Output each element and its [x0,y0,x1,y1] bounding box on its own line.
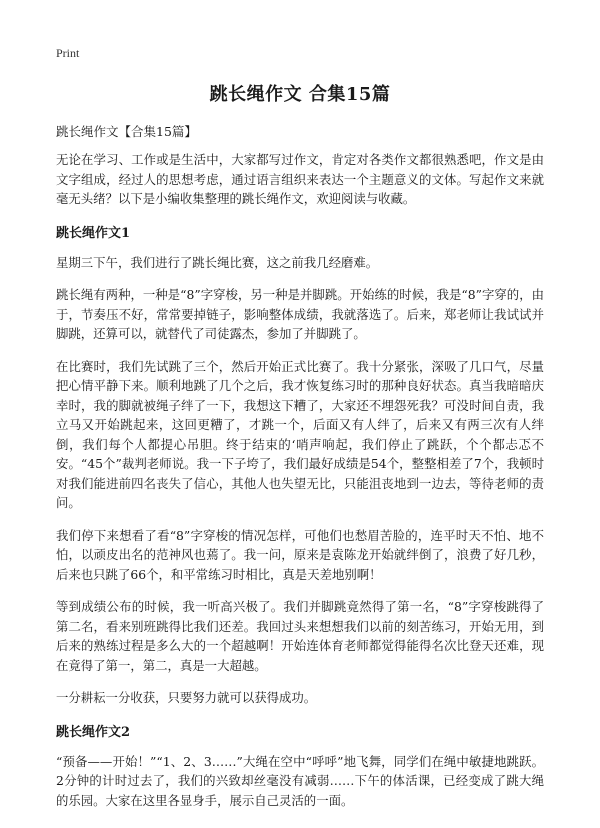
section1-paragraph-5: 等到成绩公布的时候，我一听高兴极了。我们并脚跳竟然得了第一名，“8”字穿梭跳得了第二名，看来别班跳得比我们还差。我回过头来想想我们以前的刻苦练习，开始无用，到后来的熟练过程是多么大的一个超越啊！开始连体育老师都觉得能得名次比登天还难，现在竟得了第一，第二，真是一大超越。 [56,599,544,673]
section1-paragraph-4: 我们停下来想看了看“8”字穿梭的情况怎样，可他们也愁眉苦脸的，连平时天不怕、地不怕，以顽皮出名的范神风也蔫了。我一问，原来是袁陈龙开始就绊倒了，浪费了好几秒，后来也只跳了66个，和平常练习时相比，真是天差地别啊！ [56,527,544,582]
section-heading-1: 跳长绳作文1 [56,225,131,241]
section1-paragraph-6: 一分耕耘一分收获，只要努力就可以获得成功。 [56,690,317,705]
section-heading-2: 跳长绳作文2 [56,724,131,740]
section1-paragraph-2: 跳长绳有两种，一种是“8”字穿梭，另一种是并脚跳。开始练的时候，我是“8”字穿的，由于，节奏压不好，常常要掉链子，影响整体成绩，我就落选了。后来，郑老师让我试试并脚跳，还算可以，就替代了司徒露杰，参加了并脚跳了。 [56,287,544,341]
document-body [56,150,544,823]
intro-paragraph: 无论在学习、工作或是生活中，大家都写过作文，肯定对各类作文都很熟悉吧，作文是由文字组成，经过人的思想考虑，通过语言组织来表达一个主题意义的文体。写起作文来就毫无头绪？以下是小编收集整理的跳长绳作文，欢迎阅读与收藏。 [56,152,544,206]
page-title: 跳长绳作文 合集15篇 [209,84,391,105]
print-link[interactable]: Print [56,46,80,60]
section1-paragraph-1: 星期三下午，我们进行了跳长绳比赛，这之前我几经磨难。 [56,254,379,270]
section1-paragraph-3: 在比赛时，我们先试跳了三个，然后开始正式比赛了。我十分紧张，深吸了几口气，尽量把心情平静下来。顺利地跳了几个之后，我才恢复练习时的那种良好状态。真当我暗暗庆幸时，我的脚就被绳子绊了一下，我想这下糟了，大家还不埋怨死我？可没时间自责，我立马又开始跳起来，这回更糟了，才跳一个，后面又有人绊了，后来又有两三次有人绊倒，我们每个人都提心吊胆。终于结束的‘哨声响起，我们停止了跳跃，个个都忐忑不安。“45个”裁判老师说。我一下子垮了，我们最好成绩是54个，整整相差了7个，我顿时对我们能进前四名丧失了信心，其他人也失望无比，只能沮丧地到一边去，等待老师的责问。 [56,358,544,510]
document-subtitle: 跳长绳作文【合集15篇】 [56,124,197,139]
section2-paragraph-1: “预备——开始！”“1、2、3……”大绳在空中“呼呼”地飞舞，同学们在绳中敏捷地跳跃。2分钟的计时过去了，我们的兴致却丝毫没有减弱……下午的体活课，已经变成了跳大绳的乐园。大家在这里各显身手，展示自己灵活的一面。 [56,753,544,808]
